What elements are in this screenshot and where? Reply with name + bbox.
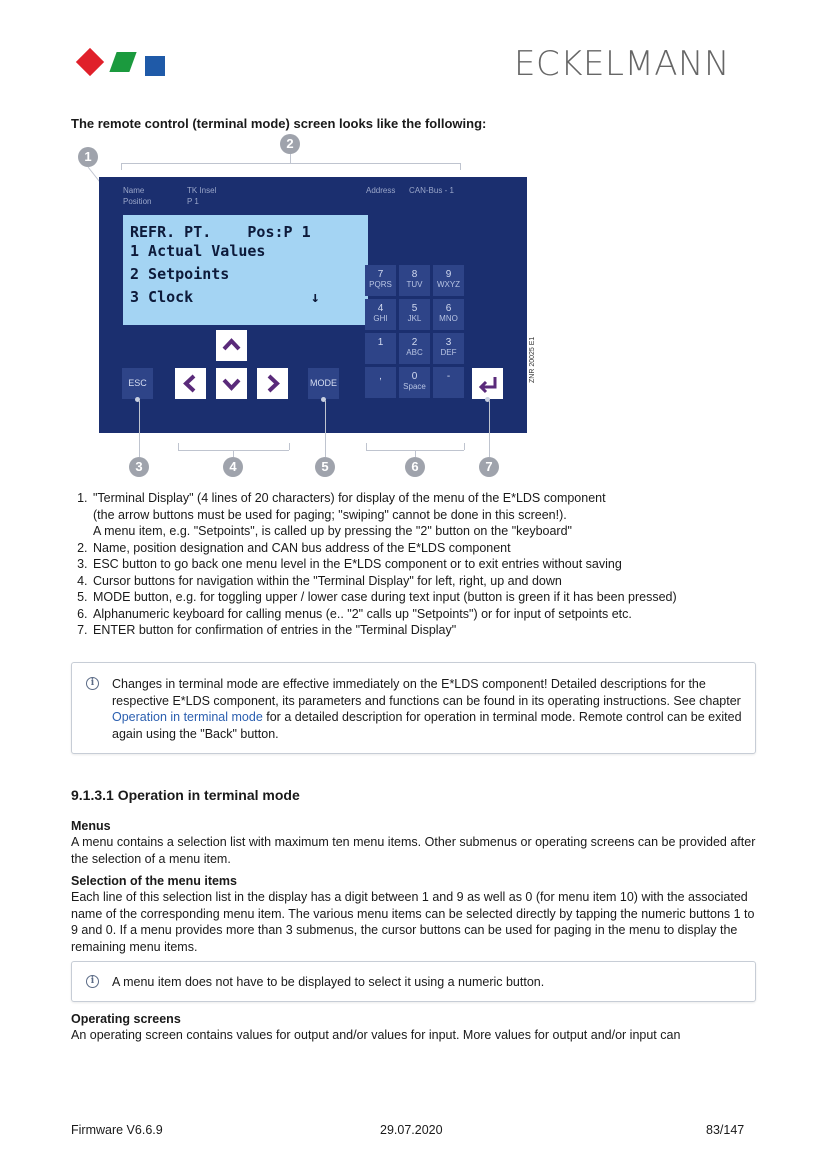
key-7[interactable]: 7 PQRS — [365, 265, 396, 296]
list-item: 5. MODE button, e.g. for toggling upper / lower case during text input (button is green if it has been pressed) — [91, 589, 781, 606]
lcd-line-1: REFR. PT. Pos:P 1 — [130, 223, 311, 241]
figure-code: ZNR 20025 E1 — [529, 336, 536, 383]
info-note-2 — [71, 961, 756, 1002]
cursor-left-button[interactable] — [175, 368, 206, 399]
logo-blue-square — [145, 56, 165, 76]
info-icon: i — [86, 975, 99, 988]
key-minus[interactable]: - — [433, 367, 464, 398]
mode-button[interactable]: MODE — [308, 368, 339, 399]
name-value: TK Insel — [187, 186, 217, 195]
terminal-panel — [99, 177, 527, 433]
position-label: Position — [123, 197, 152, 206]
logo-green-square — [109, 52, 136, 72]
key-8[interactable]: 8 TUV — [399, 265, 430, 296]
info-note-2-text: A menu item does not have to be displayed to select it using a numeric button. — [112, 975, 545, 989]
list-item: 7. ENTER button for confirmation of entries in the "Terminal Display" — [91, 622, 781, 639]
info-note-text: Changes in terminal mode are effective immediately on the E*LDS component! Detailed descriptions for the respective E*LDS component, its parameters and functions can be found in its operating instructions. See chapter Operation in terminal mode for a detailed description for operation in terminal mode. Remote control can be exited again using the "Back" button. — [112, 677, 742, 741]
key-0[interactable]: 0 Space — [399, 367, 430, 398]
menus-title: Menus — [71, 819, 111, 833]
operating-title: Operating screens — [71, 1012, 181, 1026]
chevron-left-icon — [175, 368, 206, 399]
callout-3: 3 — [129, 457, 149, 477]
callout-2: 2 — [280, 134, 300, 154]
info-icon: i — [86, 677, 99, 690]
key-1[interactable]: 1 — [365, 333, 396, 364]
operating-text: An operating screen contains values for output and/or values for input. More values for output and/or input can — [71, 1028, 681, 1042]
menus-text: A menu contains a selection list with maximum ten menu items. Other submenus or operating screens can be provided after the selection of a menu item. — [71, 835, 756, 866]
operation-terminal-mode-link[interactable]: Operation in terminal mode — [112, 710, 263, 724]
key-4[interactable]: 4 GHI — [365, 299, 396, 330]
esc-button[interactable]: ESC — [122, 368, 153, 399]
key-6[interactable]: 6 MNO — [433, 299, 464, 330]
footer-date: 29.07.2020 — [380, 1123, 443, 1137]
callout-6: 6 — [405, 457, 425, 477]
cursor-up-button[interactable] — [216, 330, 247, 361]
chevron-down-icon — [216, 368, 247, 399]
enter-button[interactable] — [472, 368, 503, 399]
lcd-line-3: 2 Setpoints — [130, 265, 230, 283]
footer-firmware: Firmware V6.6.9 — [71, 1123, 163, 1137]
list-item: 4. Cursor buttons for navigation within the "Terminal Display" for left, right, up and down — [91, 573, 781, 590]
key-2[interactable]: 2 ABC — [399, 333, 430, 364]
selection-title: Selection of the menu items — [71, 874, 238, 888]
cursor-right-button[interactable] — [257, 368, 288, 399]
list-item: 1. "Terminal Display" (4 lines of 20 characters) for display of the menu of the E*LDS component (the arrow buttons must be used for paging; "swiping" cannot be done in this screen!). A menu item, e.g. "Setpoints", is called up by pressing the "2" button on the "keyboard" — [91, 490, 781, 540]
callout-1: 1 — [78, 147, 98, 167]
terminal-display — [123, 215, 368, 325]
intro-text: The remote control (terminal mode) screen looks like the following: — [71, 116, 487, 131]
callout-7: 7 — [479, 457, 499, 477]
address-value: CAN-Bus - 1 — [409, 186, 454, 195]
name-label: Name — [123, 186, 145, 195]
section-heading: 9.1.3.1 Operation in terminal mode — [71, 787, 300, 803]
cursor-down-button[interactable] — [216, 368, 247, 399]
footer-page: 83/147 — [706, 1123, 745, 1137]
brand-name: ECKELMANN — [514, 44, 730, 84]
list-item: 3. ESC button to go back one menu level in the E*LDS component or to exit entries without saving — [91, 556, 781, 573]
callout-5: 5 — [315, 457, 335, 477]
position-value: P 1 — [187, 197, 199, 206]
key-3[interactable]: 3 DEF — [433, 333, 464, 364]
list-item: 6. Alphanumeric keyboard for calling menus (e.. "2" calls up "Setpoints") or for input of setpoints etc. — [91, 606, 781, 623]
chevron-right-icon — [257, 368, 288, 399]
callout-4: 4 — [223, 457, 243, 477]
info-note — [71, 662, 756, 754]
address-label: Address — [366, 186, 396, 195]
lcd-line-2: 1 Actual Values — [130, 242, 266, 260]
selection-text: Each line of this selection list in the display has a digit between 1 and 9 as well as 0 (for menu item 10) with the associated name of the corresponding menu item. The various menu items can be selected directly by tapping the numeric buttons 1 to 9 and 0. If a menu provides more than 3 submenus, the cursor buttons can be used for paging in the menu to display the remaining menu items. — [71, 890, 755, 954]
key-comma[interactable]: , — [365, 367, 396, 398]
legend-list — [71, 490, 781, 639]
logo-red-square — [76, 48, 104, 76]
key-9[interactable]: 9 WXYZ — [433, 265, 464, 296]
enter-icon — [472, 368, 503, 399]
lcd-line-4: 3 Clock ↓ — [130, 288, 320, 306]
key-5[interactable]: 5 JKL — [399, 299, 430, 330]
chevron-up-icon — [216, 330, 247, 361]
list-item: 2. Name, position designation and CAN bus address of the E*LDS component — [91, 540, 781, 557]
